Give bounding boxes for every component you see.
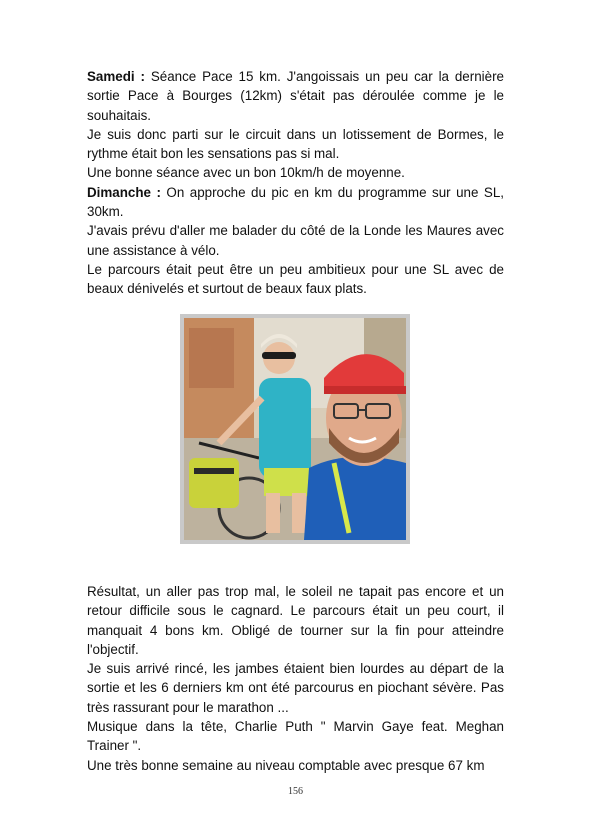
dimanche-text: On approche du pic en km du programme sur une SL, 30km. xyxy=(87,184,504,220)
text-block-bottom xyxy=(87,582,504,775)
paragraph-dimanche xyxy=(87,183,504,222)
samedi-text: Séance Pace 15 km. J'angoissais un peu car la dernière sortie Pace à Bourges (12km) s'était pas déroulée comme je le souhaitais. xyxy=(87,69,504,123)
paragraph-bormes: Je suis donc parti sur le circuit dans un lotissement de Bormes, le rythme était bon les sensations pas si mal. xyxy=(87,126,504,162)
page-number: 156 xyxy=(288,786,303,797)
text-block-top xyxy=(87,67,504,299)
paragraph-seance: Une bonne séance avec un bon 10km/h de moyenne. xyxy=(87,165,405,181)
paragraph-semaine: Une très bonne semaine au niveau comptable avec presque 67 km xyxy=(87,757,485,773)
paragraph-arrive: Je suis arrivé rincé, les jambes étaient bien lourdes au départ de la sortie et les 6 derniers km ont été parcourus en piochant sévère. Pas très rassurant pour le marathon ... xyxy=(87,661,504,715)
paragraph-parcours: Le parcours était peut être un peu ambitieux pour une SL avec de beaux dénivelés et surtout de beaux faux plats. xyxy=(87,261,504,297)
samedi-label: Samedi : xyxy=(87,69,145,84)
dimanche-label: Dimanche : xyxy=(87,184,161,200)
selfie-photo xyxy=(180,314,410,544)
paragraph-resultat: Résultat, un aller pas trop mal, le soleil ne tapait pas encore et un retour difficile sous le cagnard. Le parcours était un peu court, il manquait 4 bons km. Obligé de tourner sur la fin pour atteindre l'objectif. xyxy=(87,584,504,657)
paragraph-samedi xyxy=(87,67,504,125)
paragraph-musique: Musique dans la tête, Charlie Puth " Marvin Gaye feat. Meghan Trainer ". xyxy=(87,719,504,754)
paragraph-londe: J'avais prévu d'aller me balader du côté de la Londe les Maures avec une assistance à vélo. xyxy=(87,223,504,258)
